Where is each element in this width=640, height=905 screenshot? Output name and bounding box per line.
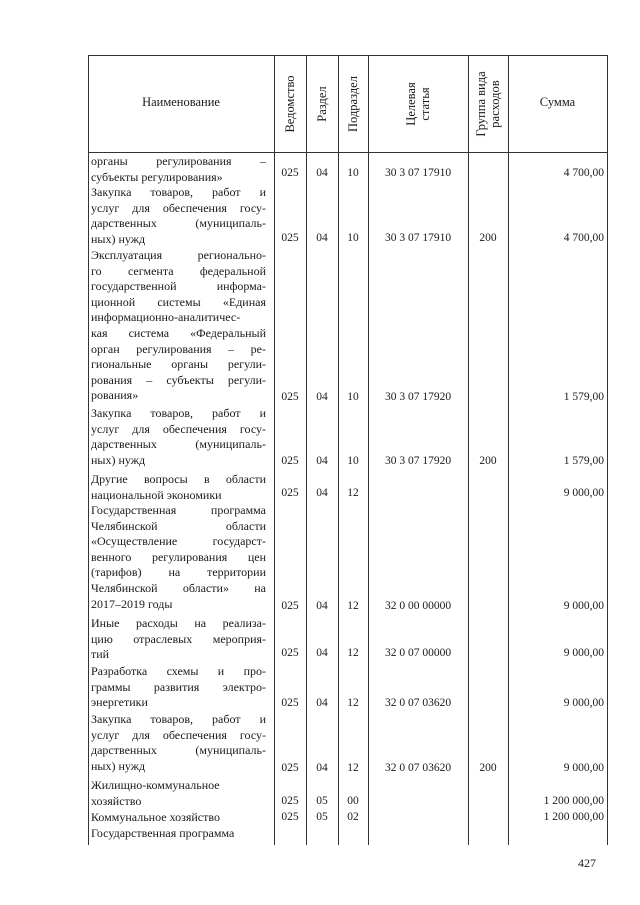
header-bottom-border bbox=[88, 152, 608, 153]
row-sec-2: 04 bbox=[316, 391, 328, 403]
header-group-line2: расходов bbox=[488, 80, 502, 128]
row-sum-5: 9 000,00 bbox=[563, 600, 604, 612]
row-name-9: Жилищно-коммунальное хозяйство bbox=[91, 778, 220, 808]
col-border-group bbox=[468, 55, 469, 845]
table-top-border bbox=[88, 55, 608, 56]
row-name-1: Закупка товаров, работ и услуг для обеспечения госу- дарственных (муниципаль- ных) нужд bbox=[91, 185, 266, 246]
row-name-11: Государственная программа bbox=[91, 826, 235, 840]
row-name-3: Закупка товаров, работ и услуг для обеспечения госу- дарственных (муниципаль- ных) нужд bbox=[91, 406, 266, 467]
row-sum-3: 1 579,00 bbox=[563, 455, 604, 467]
row-name-6: Иные расходы на реализа- цию отраслевых мероприя- тий bbox=[91, 616, 266, 662]
header-target-line1: Целевая bbox=[404, 82, 418, 126]
row-sum-4: 9 000,00 bbox=[563, 487, 604, 499]
col-border-left bbox=[88, 55, 89, 845]
row-target-2: 30 3 07 17920 bbox=[384, 391, 452, 403]
row-sub-6: 12 bbox=[347, 647, 359, 659]
row-name-7: Разработка схемы и про- граммы развития электро- энергетики bbox=[91, 664, 266, 710]
header-name: Наименование bbox=[142, 95, 220, 109]
row-target-5: 32 0 00 00000 bbox=[384, 600, 452, 612]
row-sub-5: 12 bbox=[347, 600, 359, 612]
row-target-0: 30 3 07 17910 bbox=[384, 167, 452, 179]
row-sum-2: 1 579,00 bbox=[563, 391, 604, 403]
row-sec-8: 04 bbox=[316, 762, 328, 774]
col-border-right bbox=[607, 55, 608, 845]
row-target-6: 32 0 07 00000 bbox=[384, 647, 452, 659]
header-sum: Сумма bbox=[539, 95, 576, 109]
row-group-8: 200 bbox=[479, 762, 497, 774]
row-sec-3: 04 bbox=[316, 455, 328, 467]
row-sub-0: 10 bbox=[347, 167, 359, 179]
header-section: Раздел bbox=[315, 86, 329, 122]
row-name-5: Государственная программа Челябинской области «Осуществление государст- венного регулирования цен (тарифов) на территории Челябинской области» на 2017–2019 годы bbox=[91, 503, 266, 611]
row-sub-1: 10 bbox=[347, 232, 359, 244]
row-dept-2: 025 bbox=[281, 391, 299, 403]
row-sum-7: 9 000,00 bbox=[563, 697, 604, 709]
header-dept: Ведомство bbox=[283, 75, 297, 133]
row-target-1: 30 3 07 17910 bbox=[384, 232, 452, 244]
row-sum-10: 1 200 000,00 bbox=[543, 811, 604, 823]
header-target bbox=[404, 57, 432, 151]
row-dept-6: 025 bbox=[281, 647, 299, 659]
row-sec-4: 04 bbox=[316, 487, 328, 499]
row-dept-5: 025 bbox=[281, 600, 299, 612]
row-dept-4: 025 bbox=[281, 487, 299, 499]
row-name-4: Другие вопросы в области национальной экономики bbox=[91, 472, 266, 502]
row-sum-9: 1 200 000,00 bbox=[543, 795, 604, 807]
row-sub-3: 10 bbox=[347, 455, 359, 467]
row-sum-6: 9 000,00 bbox=[563, 647, 604, 659]
row-dept-3: 025 bbox=[281, 455, 299, 467]
row-sec-1: 04 bbox=[316, 232, 328, 244]
header-group-line1: Группа вида bbox=[474, 71, 488, 137]
row-target-8: 32 0 07 03620 bbox=[384, 762, 452, 774]
row-name-2: Эксплуатация регионально- го сегмента федеральной государственной информа- ционной системы «Единая информационно-аналитичес- кая система «Федеральный орган регулирования – ре- гиональные органы регули- рования – субъекты регули- рования» bbox=[91, 248, 266, 403]
row-sub-10: 02 bbox=[347, 811, 359, 823]
row-name-0: органы регулирования – субъекты регулирования» bbox=[91, 154, 266, 184]
row-dept-9: 025 bbox=[281, 795, 299, 807]
row-sub-2: 10 bbox=[347, 391, 359, 403]
row-name-8: Закупка товаров, работ и услуг для обеспечения госу- дарственных (муниципаль- ных) нужд bbox=[91, 712, 266, 773]
row-target-3: 30 3 07 17920 bbox=[384, 455, 452, 467]
row-target-7: 32 0 07 03620 bbox=[384, 697, 452, 709]
header-group bbox=[474, 57, 502, 151]
row-dept-0: 025 bbox=[281, 167, 299, 179]
row-sum-8: 9 000,00 bbox=[563, 762, 604, 774]
row-group-1: 200 bbox=[479, 232, 497, 244]
row-dept-7: 025 bbox=[281, 697, 299, 709]
row-sec-0: 04 bbox=[316, 167, 328, 179]
row-sub-9: 00 bbox=[347, 795, 359, 807]
row-name-10: Коммунальное хозяйство bbox=[91, 810, 220, 824]
row-sec-6: 04 bbox=[316, 647, 328, 659]
row-sec-5: 04 bbox=[316, 600, 328, 612]
row-sub-7: 12 bbox=[347, 697, 359, 709]
header-subsection: Подраздел bbox=[346, 76, 360, 132]
row-group-3: 200 bbox=[479, 455, 497, 467]
row-sec-7: 04 bbox=[316, 697, 328, 709]
row-dept-8: 025 bbox=[281, 762, 299, 774]
row-sum-0: 4 700,00 bbox=[563, 167, 604, 179]
row-sub-8: 12 bbox=[347, 762, 359, 774]
row-dept-10: 025 bbox=[281, 811, 299, 823]
row-sec-9: 05 bbox=[316, 795, 328, 807]
header-target-line2: статья bbox=[418, 87, 432, 121]
row-sec-10: 05 bbox=[316, 811, 328, 823]
row-sub-4: 12 bbox=[347, 487, 359, 499]
page-number: 427 bbox=[578, 856, 596, 870]
row-dept-1: 025 bbox=[281, 232, 299, 244]
row-sum-1: 4 700,00 bbox=[563, 232, 604, 244]
